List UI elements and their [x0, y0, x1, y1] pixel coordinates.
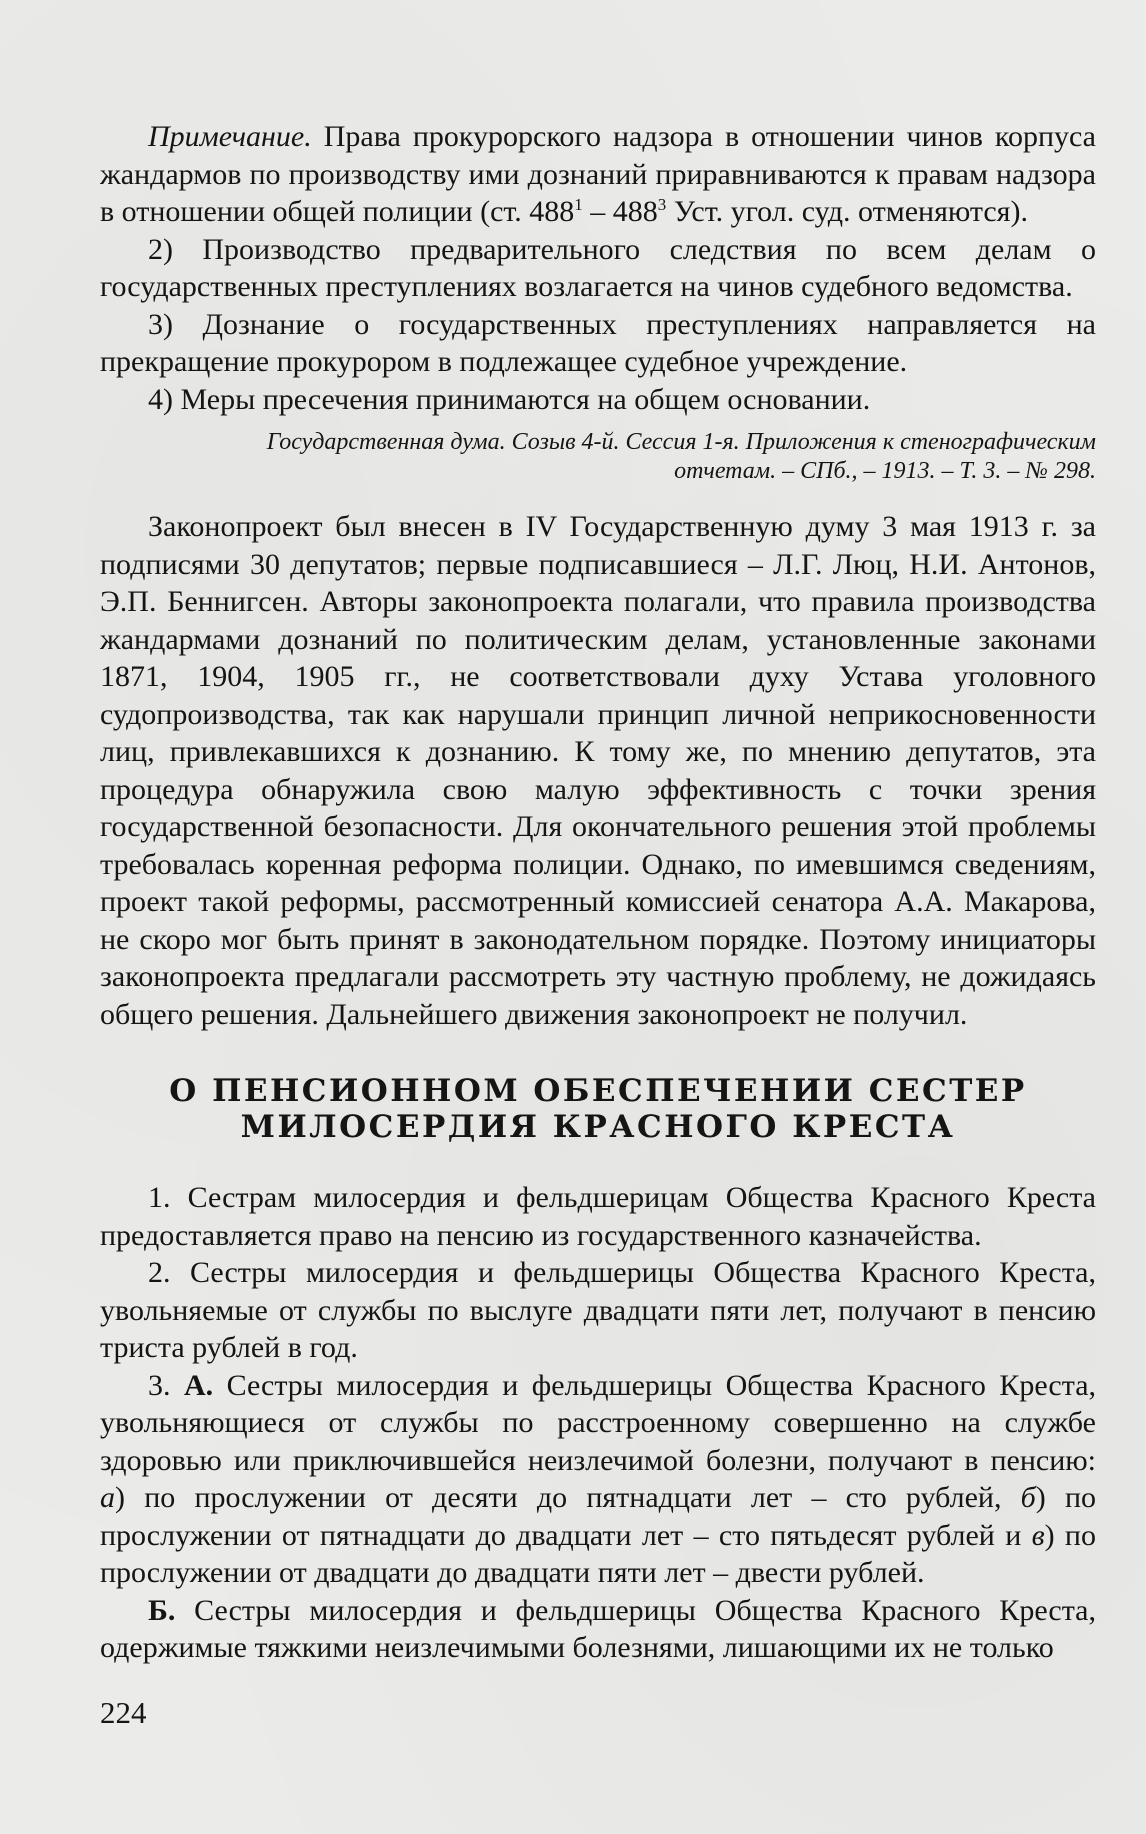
page-text [100, 118, 1096, 1667]
commentary-paragraph: Законопроект был внесен в IV Государственную думу 3 мая 1913 г. за подписями 30 депутатов; первые подписавшиеся – Л.Г. Люц, Н.И. Антонов, Э.П. Беннигсен. Авторы законопроекта полагали, что правила производства жандармами дознаний по политическим делам, установленные законами 1871, 1904, 1905 гг., не соответствовали духу Устава уголовного судопроизводства, так как нарушали принцип личной неприкосновенности лиц, привлекавшихся к дознанию. К тому же, по мнению депутатов, эта процедура обнаружила свою малую эффективность с точки зрения государственной безопасности. Для окончательного решения этой проблемы требовалась коренная реформа полиции. Однако, по имевшимся сведениям, проект такой реформы, рассмотренный комиссией сенатора А.А. Макарова, не скоро мог быть принят в законодательном порядке. Поэтому инициаторы законопроекта предлагали рассмотреть эту частную проблему, не дожидаясь общего решения. Дальнейшего движения законопроект не получил. [100, 510, 1096, 1031]
article-3a-text-4: ) по прослужении от двадцати до двадцати пяти лет – двести рублей. [100, 1518, 1096, 1589]
article-3a-text-2: ) по прослужении от десяти до пятнадцати лет – сто рублей, [115, 1481, 1021, 1514]
article-3a-text-3: ) по прослужении от пятнадцати до двадцати лет – сто пятьдесят рублей и [100, 1481, 1097, 1552]
source-line-2: отчетам. – СПб., – 1913. – Т. 3. – № 298. [674, 458, 1096, 484]
article-3a-letter: А. [183, 1368, 214, 1402]
article-1: 1. Сестрам милосердия и фельдшерицам Общества Красного Креста предоставляется право на пенсию из государственного казначейства. [100, 1181, 1096, 1252]
section-heading [100, 1073, 1096, 1145]
source-citation [100, 428, 1096, 486]
note-text-a: Права прокурорского надзора в отношении чинов корпуса жандармов по производству ими дознаний приравниваются к правам надзора в отношении общей полиции (ст. 488 [100, 120, 1096, 228]
note-text-b: – 488 [582, 195, 658, 228]
note-text-c: Уст. угол. суд. отменяются). [666, 195, 1028, 228]
article-3-number: 3. [148, 1368, 184, 1402]
note-sup-2: 3 [657, 195, 667, 214]
article-2: 2. Сестры милосердия и фельдшерицы Общества Красного Креста, увольняемые от службы по выслуге двадцати пяти лет, получают в пенсию триста рублей в год. [100, 1256, 1096, 1364]
article-3a [100, 1367, 1096, 1592]
subitem-b-letter: б [1020, 1481, 1036, 1514]
article-3b [100, 1592, 1096, 1667]
subitem-v-letter: в [1031, 1518, 1045, 1552]
article-3b-text: Сестры милосердия и фельдшерицы Общества Красного Креста, одержимые тяжкими неизлечимыми болезнями, лишающими их не только [100, 1593, 1096, 1664]
article-3b-letter: Б. [148, 1593, 176, 1627]
page-number: 224 [100, 1695, 147, 1730]
subitem-a-letter: а [100, 1481, 115, 1514]
item-4: 4) Меры пресечения принимаются на общем основании. [148, 382, 871, 416]
note-paragraph [100, 118, 1096, 231]
item-2: 2) Производство предварительного следствия по всем делам о государственных преступлениях возлагается на чинов судебного ведомства. [100, 232, 1096, 303]
article-3a-text-1: Сестры милосердия и фельдшерицы Общества Красного Креста, увольняющиеся от службы по расстроенному совершенно на службе здоровью или приключившейся неизлечимой болезни, получают в пенсию: [100, 1368, 1097, 1477]
heading-line-1: О ПЕНСИОННОМ ОБЕСПЕЧЕНИИ СЕСТЕР [169, 1073, 1027, 1109]
heading-line-2: МИЛОСЕРДИЯ КРАСНОГО КРЕСТА [240, 1109, 956, 1145]
spacer [100, 486, 1096, 508]
source-line-1: Государственная дума. Созыв 4-й. Сессия 1-я. Приложения к стенографическим [266, 429, 1096, 455]
item-3: 3) Дознание о государственных преступлениях направляется на прекращение прокурором в подлежащее судебное учреждение. [100, 307, 1096, 378]
note-label: Примечание. [148, 120, 312, 153]
note-sup-1: 1 [574, 195, 583, 214]
